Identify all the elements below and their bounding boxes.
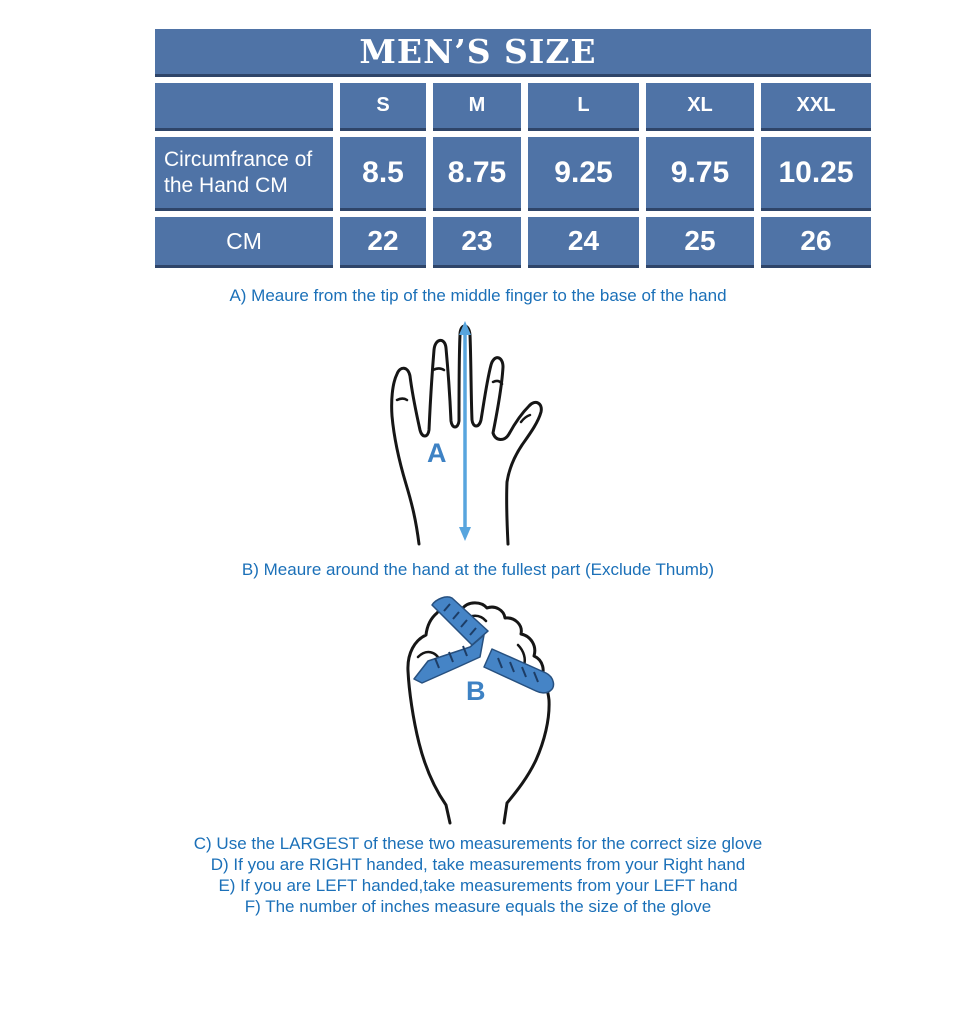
circumference-value-l: 9.25 (528, 137, 639, 211)
circumference-value-m: 8.75 (433, 137, 521, 211)
row-label-cm: CM (155, 217, 333, 268)
instruction-d: D) If you are RIGHT handed, take measurements from your Right hand (210, 855, 746, 874)
mens-size-table (155, 29, 871, 268)
corner-cell (155, 83, 333, 131)
instruction-a: A) Meaure from the tip of the middle finger to the base of the hand (229, 286, 727, 305)
cm-value-xl: 25 (646, 217, 754, 268)
table-grid (155, 83, 871, 268)
instructions-c-f (0, 833, 956, 917)
column-header-xxl: XXL (761, 83, 871, 131)
column-header-m: M (433, 83, 521, 131)
fist-illustration (400, 593, 570, 825)
cm-value-l: 24 (528, 217, 639, 268)
instruction-c: C) Use the LARGEST of these two measurements for the correct size glove (193, 834, 763, 853)
cm-value-s: 22 (340, 217, 426, 268)
column-header-s: S (340, 83, 426, 131)
instruction-f: F) The number of inches measure equals the size of the glove (244, 897, 712, 916)
instruction-e: E) If you are LEFT handed,take measurements from your LEFT hand (218, 876, 738, 895)
circumference-value-xl: 9.75 (646, 137, 754, 211)
label-b: B (466, 676, 486, 706)
circumference-value-s: 8.5 (340, 137, 426, 211)
table-title: MEN’S SIZE (155, 29, 871, 77)
instruction-b: B) Meaure around the hand at the fullest part (Exclude Thumb) (241, 560, 715, 579)
row-label-circumference: Circumfrance of the Hand CM (155, 137, 333, 211)
circumference-value-xxl: 10.25 (761, 137, 871, 211)
label-a: A (427, 438, 447, 468)
column-header-l: L (528, 83, 639, 131)
column-header-xl: XL (646, 83, 754, 131)
cm-value-xxl: 26 (761, 217, 871, 268)
open-hand-illustration (375, 318, 555, 546)
cm-value-m: 23 (433, 217, 521, 268)
